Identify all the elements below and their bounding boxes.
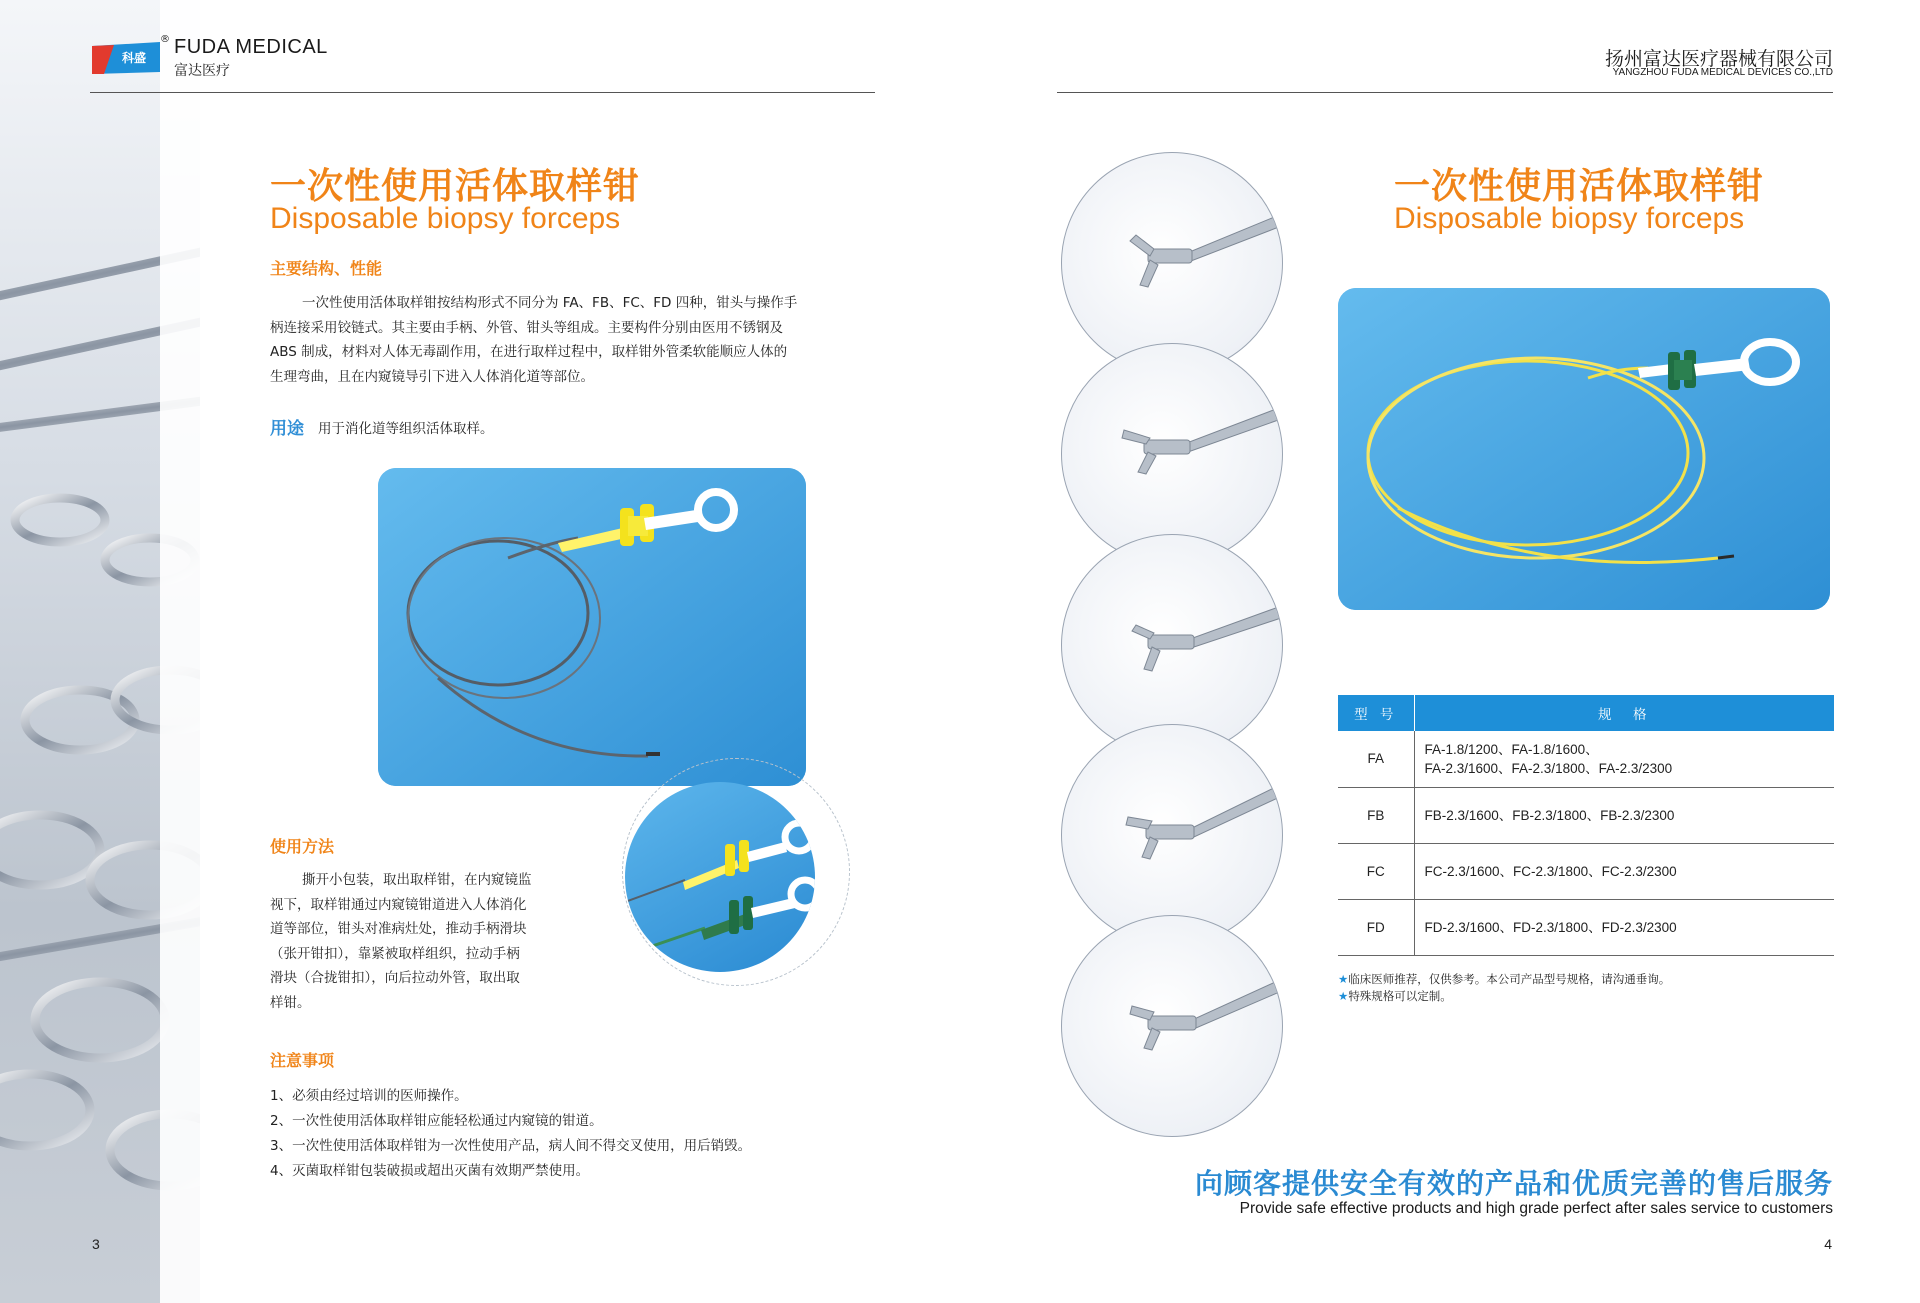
method-paragraph — [270, 868, 590, 1015]
registered-mark: ® — [160, 34, 170, 45]
brand-name-cn: 富达医疗 — [174, 63, 230, 79]
spec-table-header — [1338, 695, 1834, 731]
footnote-text: 特殊规格可以定制。 — [1348, 989, 1452, 1003]
brand-name-en: FUDA MEDICAL — [174, 36, 328, 58]
structure-line: ABS 制成，材料对人体无毒副作用，在进行取样过程中，取样钳外管柔软能顺应人体的 — [270, 344, 788, 360]
right-title-en: Disposable biopsy forceps — [1394, 202, 1745, 235]
table-row — [1338, 731, 1834, 787]
star-icon: ★ — [1338, 972, 1349, 986]
note-item: 2、一次性使用活体取样钳应能轻松通过内窥镜的钳道。 — [270, 1113, 603, 1129]
method-heading: 使用方法 — [270, 837, 335, 856]
structure-paragraph — [270, 291, 875, 389]
footnote-text: 临床医师推荐，仅供参考。本公司产品型号规格，请沟通垂询。 — [1348, 972, 1671, 986]
structure-heading: 主要结构、性能 — [270, 259, 383, 278]
forceps-tip-circle-fd — [1061, 724, 1283, 946]
note-item: 3、一次性使用活体取样钳为一次性使用产品，病人间不得交叉使用，用后销毁。 — [270, 1138, 752, 1154]
forceps-tip-circle-fa — [1061, 152, 1283, 374]
page-number-left: 3 — [92, 1236, 100, 1252]
note-item: 1、必须由经过培训的医师操作。 — [270, 1088, 468, 1104]
method-line: 撕开小包装，取出取样钳，在内窥镜监 — [302, 872, 532, 888]
col-header-spec: 规 格 — [1414, 695, 1834, 731]
notes-list — [270, 1084, 751, 1184]
structure-line: 一次性使用活体取样钳按结构形式不同分为 FA、FB、FC、FD 四种，钳头与操作手 — [302, 295, 798, 311]
table-row — [1338, 899, 1834, 955]
instruments-photo-strip — [0, 0, 200, 1303]
note-item: 4、灭菌取样钳包装破损或超出灭菌有效期严禁使用。 — [270, 1163, 590, 1179]
table-row — [1338, 843, 1834, 899]
left-title-en: Disposable biopsy forceps — [270, 202, 621, 235]
company-name-cn: 扬州富达医疗器械有限公司 — [1604, 48, 1833, 70]
spec-cell: FC-2.3/1600、FC-2.3/1800、FC-2.3/2300 — [1414, 843, 1834, 899]
footnote-item — [1338, 988, 1670, 1005]
brand-logo — [92, 40, 160, 76]
spec-cell: FB-2.3/1600、FB-2.3/1800、FB-2.3/2300 — [1414, 787, 1834, 843]
usage-text: 用于消化道等组织活体取样。 — [318, 421, 494, 437]
spec-cell: FD-2.3/1600、FD-2.3/1800、FD-2.3/2300 — [1414, 899, 1834, 955]
right-title-cn: 一次性使用活体取样钳 — [1394, 166, 1765, 207]
star-icon: ★ — [1338, 989, 1349, 1003]
usage-label: 用途 — [270, 419, 304, 439]
header-rule-right — [1057, 92, 1833, 93]
forceps-tip-circle-fb — [1061, 343, 1283, 565]
spec-line: FA-1.8/1200、FA-1.8/1600、 — [1424, 741, 1599, 757]
spec-line: FA-2.3/1600、FA-2.3/1800、FA-2.3/2300 — [1424, 760, 1673, 776]
model-cell: FD — [1338, 899, 1414, 955]
slogan-cn: 向顾客提供安全有效的产品和优质完善的售后服务 — [1194, 1167, 1833, 1200]
slogan-en: Provide safe effective products and high grade perfect after sales service to customers — [1239, 1200, 1833, 1217]
method-line: 滑块（合拢钳扣），向后拉动外管，取出取 — [270, 970, 520, 986]
product-photo-yellow-forceps — [1338, 288, 1830, 610]
company-name-en: YANGZHOU FUDA MEDICAL DEVICES CO.,LTD — [1612, 67, 1833, 78]
col-header-model: 型 号 — [1338, 695, 1414, 731]
header-rule-left — [90, 92, 875, 93]
method-line: 视下，取样钳通过内窥镜钳道进入人体消化 — [270, 896, 527, 913]
structure-line: 生理弯曲，且在内窥镜导引下进入人体消化道等部位。 — [270, 368, 594, 385]
footnote-item — [1338, 971, 1670, 988]
forceps-tip-circle-extra — [1061, 915, 1283, 1137]
model-cell: FB — [1338, 787, 1414, 843]
forceps-tip-circle-fc — [1061, 534, 1283, 756]
spec-cell — [1414, 731, 1834, 787]
method-line: 道等部位，钳头对准病灶处，推动手柄滑块 — [270, 921, 527, 937]
footnotes — [1338, 971, 1670, 1005]
method-line: 样钳。 — [270, 994, 311, 1011]
structure-line: 柄连接采用铰链式。其主要由手柄、外管、钳头等组成。主要构件分别由医用不锈钢及 — [270, 319, 783, 336]
notes-heading: 注意事项 — [270, 1051, 335, 1070]
product-photo-grey-forceps — [378, 468, 806, 786]
zoom-circle-handles — [625, 782, 815, 972]
page-number-right: 4 — [1824, 1236, 1832, 1252]
logo-text: 科盛 — [122, 51, 147, 65]
spec-table — [1338, 695, 1834, 956]
method-line: （张开钳扣），靠紧被取样组织，拉动手柄 — [270, 945, 520, 962]
model-cell: FA — [1338, 731, 1414, 787]
left-title-cn: 一次性使用活体取样钳 — [270, 166, 641, 207]
table-row — [1338, 787, 1834, 843]
model-cell: FC — [1338, 843, 1414, 899]
